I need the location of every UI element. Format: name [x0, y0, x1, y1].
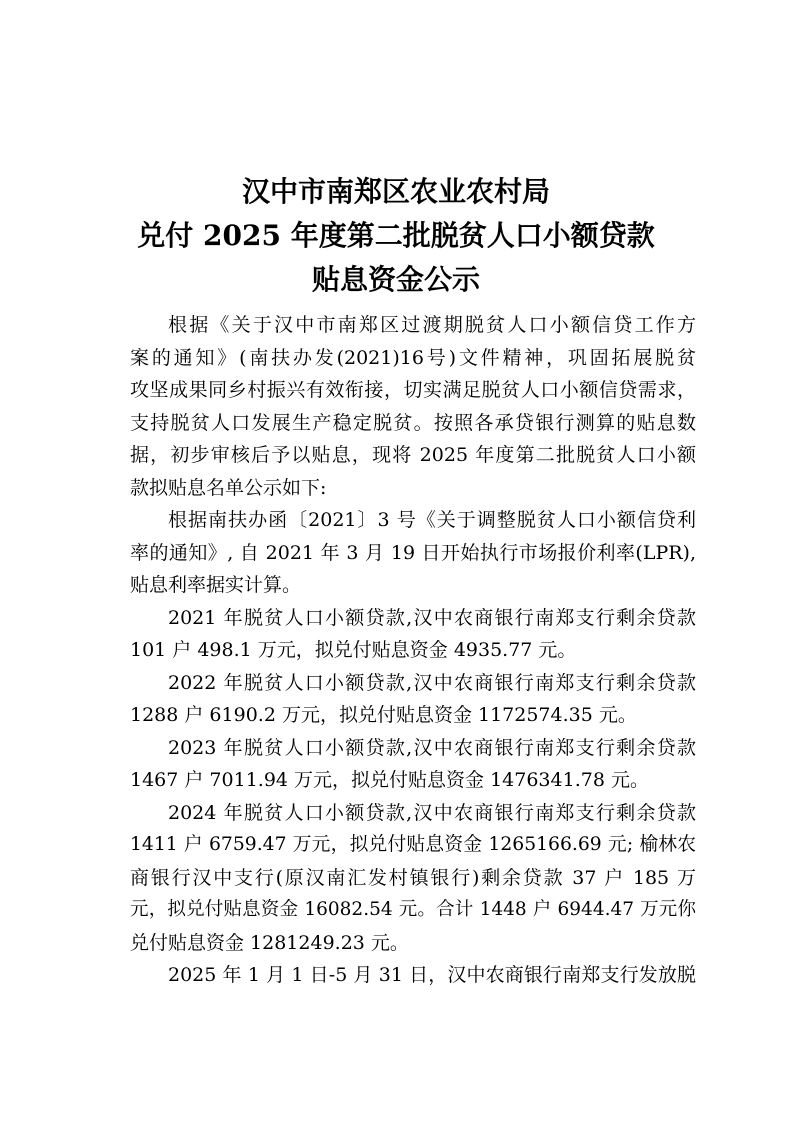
- text-line: 率的通知》, 自 2021 年 3 月 19 日开始执行市场报价利率(LPR),: [130, 541, 696, 564]
- document-body: [130, 309, 696, 992]
- text-line: 款拟贴息名单公示如下:: [130, 476, 327, 499]
- text-line: 2022 年脱贫人口小额贷款,汉中农商银行南郑支行剩余贷款: [168, 671, 696, 694]
- paragraph-2023-loans: [130, 732, 696, 797]
- paragraph-2022-loans: [130, 667, 696, 732]
- paragraph-basis: [130, 309, 696, 504]
- text-line: 101 户 498.1 万元，拟兑付贴息资金 4935.77 元。: [130, 639, 577, 661]
- paragraph-2024-loans: [130, 797, 696, 960]
- text-line: 贴息利率据实计算。: [130, 574, 302, 596]
- text-line: 2021 年脱贫人口小额贷款,汉中农商银行南郑支行剩余贷款: [168, 606, 696, 629]
- paragraph-interest-rate: [130, 504, 696, 602]
- text-line: 案的通知》(南扶办发(2021)16号)文件精神，巩固拓展脱贫: [130, 346, 696, 369]
- text-line: 1467 户 7011.94 万元，拟兑付贴息资金 1476341.78 元。: [130, 769, 649, 791]
- text-line: 攻坚成果同乡村振兴有效衔接，切实满足脱贫人口小额信贷需求，: [130, 379, 696, 401]
- text-line: 根据《关于汉中市南郑区过渡期脱贫人口小额信贷工作方: [168, 314, 696, 336]
- paragraph-2021-loans: [130, 602, 696, 667]
- paragraph-2025-loans: [130, 959, 696, 992]
- text-line: 商银行汉中支行(原汉南汇发村镇银行)剩余贷款 37 户 185 万: [130, 866, 696, 889]
- text-line: 1288 户 6190.2 万元，拟兑付贴息资金 1172574.35 元。: [130, 704, 637, 726]
- text-line: 兑付贴息资金 1281249.23 元。: [130, 931, 409, 954]
- text-line: 2023 年脱贫人口小额贷款,汉中农商银行南郑支行剩余贷款: [168, 736, 696, 759]
- text-line: 据，初步审核后予以贴息，现将 2025 年度第二批脱贫人口小额: [130, 444, 696, 466]
- text-line: 2025 年 1 月 1 日-5 月 31 日，汉中农商银行南郑支行发放脱: [168, 964, 696, 986]
- title-line-2: 兑付 2025 年度第二批脱贫人口小额贷款: [137, 219, 655, 252]
- text-line: 根据南扶办函〔2021〕3 号《关于调整脱贫人口小额信贷利: [168, 509, 696, 531]
- title-line-3: 贴息资金公示: [311, 263, 480, 296]
- text-line: 2024 年脱贫人口小额贷款,汉中农商银行南郑支行剩余贷款: [168, 801, 696, 824]
- text-line: 支持脱贫人口发展生产稳定脱贫。按照各承贷银行测算的贴息数: [130, 411, 696, 434]
- document-title: [0, 170, 792, 302]
- text-line: 元，拟兑付贴息资金 16082.54 元。合计 1448 户 6944.47 万元你: [130, 899, 696, 920]
- title-line-1: 汉中市南郑区农业农村局: [241, 175, 550, 208]
- text-line: 1411 户 6759.47 万元，拟兑付贴息资金 1265166.69 元; 榆林农: [130, 834, 696, 855]
